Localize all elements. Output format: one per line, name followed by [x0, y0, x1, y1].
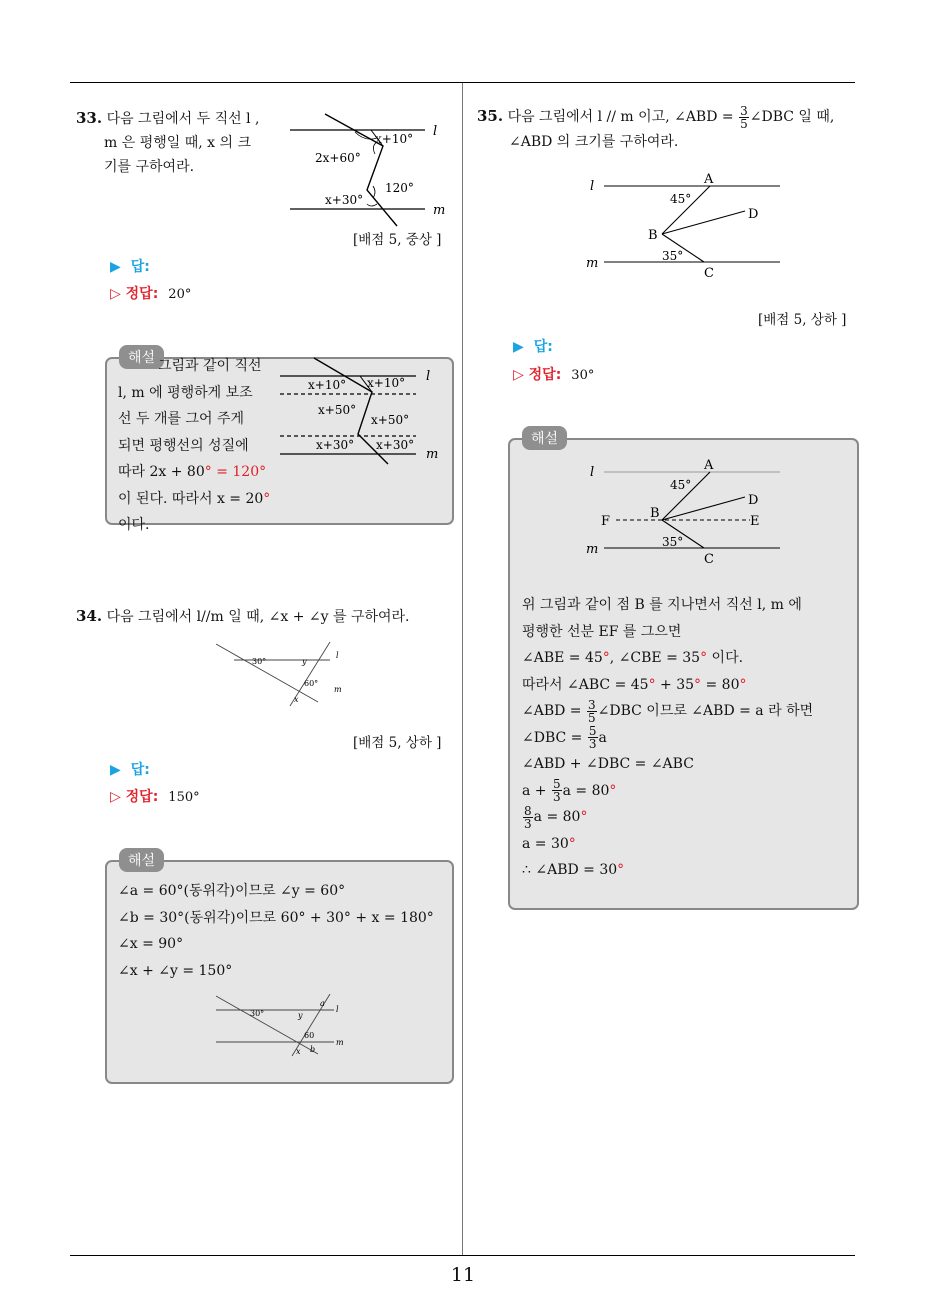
q33-correct-value: 20°	[168, 287, 192, 302]
q35-sol-fig-m: m	[586, 542, 599, 557]
q33-sol-fig-a4: x+50°	[371, 413, 410, 427]
q33-fig-a3: 120°	[385, 181, 414, 195]
q35-solution-text	[522, 592, 852, 884]
q34-fig-m: m	[334, 685, 342, 694]
q34-number: 34.	[76, 607, 103, 625]
q33-sol-line-6: 이 된다. 따라서 x = 20° 이다.	[118, 490, 271, 533]
q33-sol-line-5: 따라 2x + 80° = 120°	[118, 464, 267, 480]
q35-sol-line-11: ∴ ∠ABD = 30°	[522, 862, 625, 878]
q34-sol-fig-b: b	[310, 1045, 316, 1054]
q35-number: 35.	[477, 107, 504, 125]
q33-fig-a1: x+10°	[375, 132, 414, 146]
answer-label: 답:	[130, 259, 150, 275]
q33-text	[76, 106, 276, 179]
q34-correct-value: 150°	[168, 790, 200, 805]
q34-sol-fig-30: 30°	[250, 1009, 265, 1018]
q35-sol-line-10: a = 30°	[522, 835, 576, 852]
q35-fig-B: B	[648, 228, 658, 243]
q34-sol-fig-l: l	[336, 1005, 339, 1014]
play-icon: ▶	[110, 259, 121, 275]
q34-sol-line-3: ∠x = 90°	[118, 936, 184, 952]
q35-correct-row	[513, 364, 594, 384]
bottom-rule	[70, 1255, 855, 1256]
q34-sol-fig-60: 60	[304, 1031, 315, 1040]
q33-sol-fig-a5: x+30°	[316, 438, 355, 452]
q35-sol-fig-D: D	[748, 493, 759, 508]
q34-text	[76, 604, 456, 629]
q33-fig-l: l	[433, 124, 438, 139]
correct-label: ▷ 정답:	[110, 286, 159, 302]
q34-score: [배점 5, 상하 ]	[353, 735, 442, 751]
q33-sol-fig-a6: x+30°	[376, 438, 415, 452]
q35-sol-line-1: 위 그림과 같이 점 B 를 지나면서 직선 l, m 에	[522, 597, 802, 613]
q33-sol-line-2: l, m 에 평행하게 보조	[118, 384, 253, 401]
q35-fig-A: A	[704, 172, 714, 187]
q33-fig-m: m	[433, 203, 446, 218]
q35-sol-fig-C: C	[704, 552, 714, 567]
q34-fig-30: 30°	[252, 657, 267, 666]
q33-line-2: m 은 평행일 때, x 의 크	[104, 135, 251, 151]
answer-label: 답:	[130, 762, 150, 778]
q33-fig-a4: x+30°	[325, 193, 364, 207]
answer-label: 답:	[533, 339, 553, 355]
q35-correct-value: 30°	[571, 368, 595, 383]
q35-fig-D: D	[748, 207, 759, 222]
q33-number: 33.	[76, 109, 103, 127]
q34-sol-fig-a: a	[320, 999, 325, 1008]
q35-sol-line-4: 따라서 ∠ABC = 45° + 35° = 80°	[522, 676, 747, 693]
q35-fig-l: l	[590, 179, 595, 194]
q34-correct-row	[110, 786, 200, 806]
q34-solution-figure	[212, 994, 352, 1058]
q35-sol-fig-35: 35°	[662, 535, 684, 549]
q33-sol-fig-a1: x+10°	[308, 378, 347, 392]
q33-solution-tag: 해설	[119, 345, 164, 369]
q33-sol-fig-a2: x+10°	[367, 376, 406, 390]
q34-solution-tag: 해설	[119, 848, 164, 872]
q33-sol-line-3: 선 두 개를 그어 주게	[118, 411, 244, 427]
q33-sol-fig-l: l	[426, 369, 431, 384]
q33-sol-fig-m: m	[426, 447, 439, 462]
q35-fig-45: 45°	[670, 192, 692, 206]
q35-sol-fig-A: A	[704, 458, 714, 473]
correct-label: ▷ 정답:	[110, 789, 159, 805]
q35-score: [배점 5, 상하 ]	[758, 312, 847, 328]
q35-fig-C: C	[704, 266, 714, 280]
q35-fig-35: 35°	[662, 249, 684, 263]
q33-correct-row	[110, 283, 191, 303]
q34-sol-line-4: ∠x + ∠y = 150°	[118, 962, 233, 979]
q35-sol-fig-E: E	[750, 514, 760, 529]
q34-sol-line-1: ∠a = 60°(동위각)이므로 ∠y = 60°	[118, 883, 346, 899]
q35-sol-line-5: ∠ABD = $\frac{3}{5}$ ∠DBC 이므로 ∠ABD = a 라 하면	[522, 697, 814, 725]
q35-line-2: ∠ABD 의 크기를 구하여라.	[509, 133, 679, 150]
q35-text	[477, 104, 867, 154]
q35-solution-figure	[580, 454, 790, 569]
column-divider	[462, 83, 463, 1255]
q33-figure	[285, 108, 460, 228]
q35-sol-fig-l: l	[590, 465, 595, 480]
q34-line-1: 다음 그림에서 l//m 일 때, ∠x + ∠y 를 구하여라.	[106, 609, 410, 625]
q34-figure	[212, 640, 352, 708]
q34-sol-fig-y: y	[298, 1011, 303, 1020]
q34-sol-fig-x: x	[296, 1047, 301, 1056]
q35-solution-tag: 해설	[522, 426, 567, 450]
q34-solution-text	[118, 878, 448, 984]
q35-line-1-post: ∠DBC 일 때,	[749, 109, 835, 125]
q33-sol-fig-a3: x+50°	[318, 403, 357, 417]
q35-sol-line-6: ∠DBC = $\frac{5}{3}$ a	[522, 724, 607, 751]
q35-figure	[580, 168, 790, 280]
q33-fig-a2: 2x+60°	[315, 151, 361, 165]
q35-sol-fig-45: 45°	[670, 478, 692, 492]
play-icon: ▶	[513, 339, 524, 355]
q34-sol-fig-m: m	[336, 1038, 344, 1047]
q33-line-1: 다음 그림에서 두 직선 l ,	[106, 111, 260, 127]
q33-answer-row	[110, 256, 150, 276]
correct-label: ▷ 정답:	[513, 367, 562, 383]
q33-solution-figure	[278, 356, 448, 466]
q34-fig-x: x	[294, 695, 299, 704]
q35-fig-m: m	[586, 256, 599, 271]
q35-line-1-pre: 다음 그림에서 l // m 이고, ∠ABD =	[507, 109, 734, 125]
q35-sol-line-7: ∠ABD + ∠DBC = ∠ABC	[522, 756, 694, 772]
q35-answer-row	[513, 336, 553, 356]
q35-sol-line-9: $\frac{8}{3}$ a = 80°	[524, 803, 588, 831]
q33-sol-line-4: 되면 평행선의 성질에	[118, 437, 249, 454]
q33-sol-line-1: 그림과 같이 직선	[158, 358, 262, 374]
q35-sol-fig-B: B	[650, 506, 660, 521]
q33-line-3: 기를 구하여라.	[104, 159, 195, 175]
q33-solution-text	[118, 353, 288, 539]
q35-fraction: $\frac{3}{5}$	[740, 103, 748, 131]
q33-score: [배점 5, 중상 ]	[353, 232, 442, 248]
q35-sol-line-8: a + $\frac{5}{3}$ a = 80°	[522, 777, 617, 804]
play-icon: ▶	[110, 762, 121, 778]
q34-answer-row	[110, 759, 150, 779]
q35-sol-line-3: ∠ABE = 45°, ∠CBE = 35° 이다.	[522, 650, 744, 666]
q35-sol-fig-F: F	[601, 514, 611, 529]
q34-fig-l: l	[336, 651, 339, 660]
q35-sol-line-2: 평행한 선분 EF 를 그으면	[522, 623, 682, 640]
q34-fig-60: 60°	[304, 679, 319, 688]
q34-sol-line-2: ∠b = 30°(동위각)이므로 60° + 30° + x = 180°	[118, 909, 434, 926]
q34-fig-y: y	[302, 657, 307, 666]
page-number: 11	[450, 1264, 476, 1286]
